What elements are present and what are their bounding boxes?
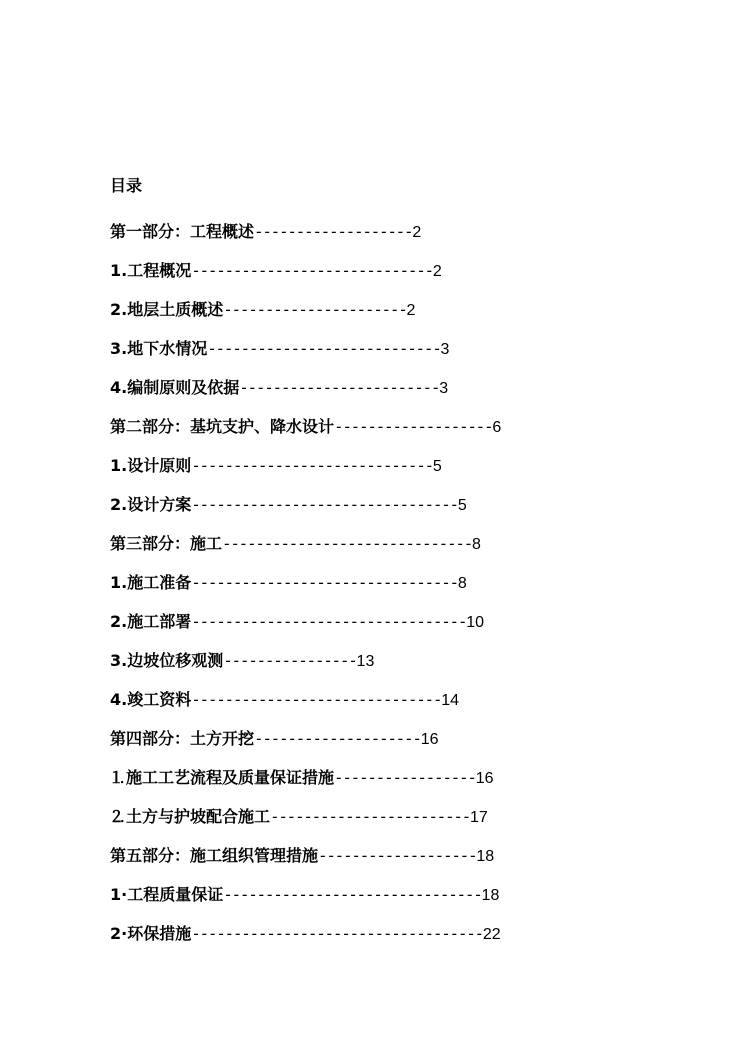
toc-entry[interactable] [110,485,710,524]
toc-entry-page-number: 5 [457,497,467,514]
toc-title: 目录 [110,176,143,195]
toc-entry-label: 2.设计方案 [110,495,192,514]
toc-entry-page-number: 16 [420,731,439,748]
toc-entry[interactable] [110,251,710,290]
toc-entry-leader: ------------------- [334,417,493,436]
toc-entry[interactable] [110,368,710,407]
toc-entry-leader: ---------------------- [223,300,407,319]
toc-list [110,212,710,953]
toc-entry-label: 2.施工部署 [110,612,192,631]
toc-entry-leader: ---------------- [223,651,357,670]
toc-entry-page-number: 14 [441,692,460,709]
toc-entry[interactable] [110,641,710,680]
toc-entry-leader: ------------------------------ [222,534,473,553]
table-of-contents [110,174,710,953]
toc-entry-label: ⒈施工工艺流程及质量保证措施 [110,768,335,787]
toc-entry-label: 3.边坡位移观测 [110,651,224,670]
toc-entry[interactable] [110,719,710,758]
toc-entry-leader: ----------------------------- [191,261,433,280]
toc-entry-label: 2·环保措施 [110,924,192,943]
toc-entry[interactable] [110,212,710,251]
toc-entry-label: 第二部分：基坑支护、降水设计 [110,417,335,436]
toc-entry-page-number: 13 [356,653,375,670]
toc-entry[interactable] [110,329,710,368]
toc-entry[interactable] [110,524,710,563]
toc-entry-page-number: 16 [475,770,494,787]
toc-entry-page-number: 18 [476,848,495,865]
toc-entry-label: 3.地下水情况 [110,339,208,358]
toc-entry[interactable] [110,680,710,719]
toc-entry[interactable] [110,290,710,329]
toc-entry-label: 1.工程概况 [110,261,192,280]
toc-entry-label: 1.施工准备 [110,573,192,592]
toc-entry-label: 第三部分：施工 [110,534,223,553]
toc-entry-page-number: 8 [472,536,481,553]
toc-entry-leader: -------------------------------- [191,573,458,592]
toc-entry-label: ⒉土方与护坡配合施工 [110,807,271,826]
toc-entry-label: 第五部分：施工组织管理措施 [110,846,319,865]
toc-entry[interactable] [110,797,710,836]
toc-entry-label: 4.竣工资料 [110,690,192,709]
toc-entry-leader: -------------------- [254,729,421,748]
toc-entry-label: 1.设计原则 [110,456,192,475]
toc-entry-page-number: 2 [412,224,422,241]
toc-entry-page-number: 18 [481,887,500,904]
toc-entry[interactable] [110,446,710,485]
toc-entry-page-number: 8 [457,575,467,592]
toc-entry-leader: ------------------- [318,846,477,865]
toc-entry[interactable] [110,407,710,446]
toc-entry-leader: ----------------------------- [191,456,433,475]
toc-entry[interactable] [110,914,710,953]
toc-entry[interactable] [110,875,710,914]
toc-entry-label: 1·工程质量保证 [110,885,224,904]
toc-entry-label: 第一部分：工程概述 [110,222,255,241]
toc-entry-leader: ---------------------------- [207,339,441,358]
toc-entry-leader: ------------------------------ [191,690,442,709]
toc-entry-label: 4.编制原则及依据 [110,378,240,397]
toc-entry-page-number: 17 [470,809,488,826]
toc-entry-page-number: 6 [492,419,502,436]
toc-entry-leader: ------------------- [254,222,413,241]
toc-entry-leader: ------------------------ [270,807,471,826]
toc-entry[interactable] [110,563,710,602]
toc-entry-page-number: 3 [439,380,449,397]
toc-entry-leader: ------------------------ [239,378,440,397]
toc-entry-page-number: 2 [406,302,416,319]
toc-entry[interactable] [110,602,710,641]
toc-entry-page-number: 10 [466,614,484,631]
toc-entry-page-number: 2 [432,263,442,280]
toc-entry-label: 第四部分：土方开挖 [110,729,255,748]
toc-entry[interactable] [110,758,710,797]
toc-entry-page-number: 5 [432,458,442,475]
toc-entry-leader: ----------------- [334,768,476,787]
toc-entry-leader: ----------------------------------- [191,924,483,943]
toc-entry-page-number: 3 [440,341,450,358]
toc-entry-leader: -------------------------------- [191,495,458,514]
toc-entry-leader: --------------------------------- [191,612,467,631]
toc-entry-label: 2.地层土质概述 [110,300,224,319]
toc-entry-leader: ------------------------------- [223,885,482,904]
toc-entry-page-number: 22 [482,926,501,943]
toc-entry[interactable] [110,836,710,875]
